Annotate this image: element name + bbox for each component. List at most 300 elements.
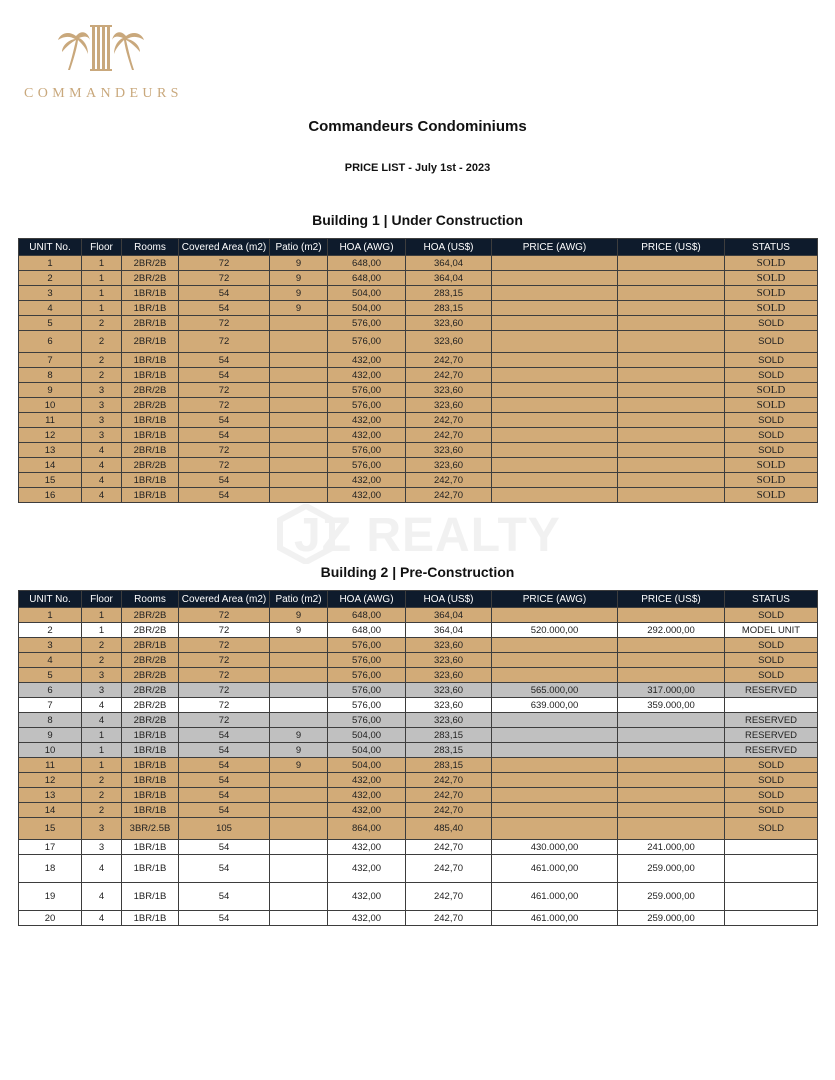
cell-status: SOLD bbox=[725, 668, 818, 683]
cell-hoa-awg: 648,00 bbox=[328, 271, 406, 286]
cell-hoa-usd: 283,15 bbox=[406, 743, 492, 758]
cell-hoa-awg: 432,00 bbox=[328, 803, 406, 818]
cell-unit-no: 7 bbox=[19, 698, 82, 713]
cell-price-usd bbox=[618, 638, 725, 653]
cell-hoa-usd: 364,04 bbox=[406, 271, 492, 286]
cell-hoa-awg: 432,00 bbox=[328, 788, 406, 803]
cell-rooms: 1BR/1B bbox=[122, 353, 179, 368]
cell-floor: 1 bbox=[82, 256, 122, 271]
cell-hoa-awg: 576,00 bbox=[328, 383, 406, 398]
cell-floor: 2 bbox=[82, 638, 122, 653]
table-row bbox=[19, 623, 818, 638]
column-header-rooms: Rooms bbox=[122, 591, 179, 608]
cell-price-awg bbox=[492, 668, 618, 683]
cell-hoa-usd: 323,60 bbox=[406, 683, 492, 698]
cell-status: SOLD bbox=[725, 428, 818, 443]
cell-covered-area: 72 bbox=[179, 608, 270, 623]
cell-status: RESERVED bbox=[725, 683, 818, 698]
cell-patio bbox=[270, 788, 328, 803]
cell-price-awg bbox=[492, 398, 618, 413]
cell-patio bbox=[270, 855, 328, 883]
cell-hoa-usd: 242,70 bbox=[406, 473, 492, 488]
cell-patio bbox=[270, 488, 328, 503]
cell-hoa-awg: 576,00 bbox=[328, 653, 406, 668]
cell-covered-area: 54 bbox=[179, 743, 270, 758]
table-row bbox=[19, 713, 818, 728]
cell-rooms: 2BR/2B bbox=[122, 623, 179, 638]
cell-floor: 1 bbox=[82, 758, 122, 773]
cell-floor: 2 bbox=[82, 653, 122, 668]
cell-rooms: 1BR/1B bbox=[122, 301, 179, 316]
cell-price-awg bbox=[492, 368, 618, 383]
cell-covered-area: 105 bbox=[179, 818, 270, 840]
table-row bbox=[19, 331, 818, 353]
cell-status bbox=[725, 911, 818, 926]
cell-hoa-usd: 242,70 bbox=[406, 803, 492, 818]
cell-patio bbox=[270, 653, 328, 668]
cell-price-awg bbox=[492, 818, 618, 840]
cell-hoa-usd: 323,60 bbox=[406, 713, 492, 728]
cell-covered-area: 72 bbox=[179, 698, 270, 713]
cell-price-awg bbox=[492, 301, 618, 316]
cell-floor: 4 bbox=[82, 473, 122, 488]
cell-status: SOLD bbox=[725, 773, 818, 788]
cell-floor: 2 bbox=[82, 316, 122, 331]
cell-patio bbox=[270, 473, 328, 488]
column-header-hoa-awg: HOA (AWG) bbox=[328, 239, 406, 256]
cell-status: RESERVED bbox=[725, 743, 818, 758]
cell-hoa-usd: 242,70 bbox=[406, 911, 492, 926]
cell-rooms: 2BR/2B bbox=[122, 458, 179, 473]
cell-covered-area: 54 bbox=[179, 413, 270, 428]
cell-hoa-usd: 323,60 bbox=[406, 698, 492, 713]
cell-hoa-awg: 432,00 bbox=[328, 883, 406, 911]
cell-patio bbox=[270, 353, 328, 368]
cell-status: SOLD bbox=[725, 818, 818, 840]
cell-status: SOLD bbox=[725, 316, 818, 331]
cell-floor: 4 bbox=[82, 911, 122, 926]
cell-price-usd: 359.000,00 bbox=[618, 698, 725, 713]
cell-hoa-usd: 323,60 bbox=[406, 331, 492, 353]
cell-status: SOLD bbox=[725, 638, 818, 653]
cell-unit-no: 18 bbox=[19, 855, 82, 883]
cell-price-usd: 259.000,00 bbox=[618, 911, 725, 926]
cell-rooms: 2BR/2B bbox=[122, 256, 179, 271]
cell-rooms: 1BR/1B bbox=[122, 773, 179, 788]
table-row bbox=[19, 316, 818, 331]
cell-rooms: 1BR/1B bbox=[122, 743, 179, 758]
cell-price-usd bbox=[618, 653, 725, 668]
cell-covered-area: 72 bbox=[179, 443, 270, 458]
cell-patio bbox=[270, 638, 328, 653]
cell-hoa-awg: 432,00 bbox=[328, 840, 406, 855]
cell-price-awg bbox=[492, 788, 618, 803]
cell-covered-area: 54 bbox=[179, 855, 270, 883]
cell-covered-area: 54 bbox=[179, 773, 270, 788]
cell-hoa-usd: 242,70 bbox=[406, 368, 492, 383]
cell-hoa-awg: 648,00 bbox=[328, 256, 406, 271]
cell-rooms: 1BR/1B bbox=[122, 473, 179, 488]
cell-status: SOLD bbox=[725, 383, 818, 398]
cell-price-usd bbox=[618, 818, 725, 840]
table-row bbox=[19, 443, 818, 458]
watermark: JZ REALTY bbox=[276, 504, 576, 568]
cell-unit-no: 10 bbox=[19, 743, 82, 758]
cell-covered-area: 72 bbox=[179, 683, 270, 698]
cell-hoa-usd: 323,60 bbox=[406, 443, 492, 458]
table-row bbox=[19, 301, 818, 316]
cell-price-awg bbox=[492, 353, 618, 368]
cell-patio: 9 bbox=[270, 256, 328, 271]
table-row bbox=[19, 286, 818, 301]
cell-covered-area: 72 bbox=[179, 383, 270, 398]
cell-patio: 9 bbox=[270, 286, 328, 301]
cell-price-awg: 461.000,00 bbox=[492, 883, 618, 911]
cell-floor: 1 bbox=[82, 286, 122, 301]
cell-covered-area: 72 bbox=[179, 256, 270, 271]
table-row bbox=[19, 653, 818, 668]
cell-unit-no: 11 bbox=[19, 758, 82, 773]
cell-patio bbox=[270, 331, 328, 353]
cell-patio: 9 bbox=[270, 608, 328, 623]
cell-covered-area: 54 bbox=[179, 728, 270, 743]
cell-rooms: 1BR/1B bbox=[122, 758, 179, 773]
cell-hoa-awg: 576,00 bbox=[328, 316, 406, 331]
cell-price-usd bbox=[618, 713, 725, 728]
cell-floor: 3 bbox=[82, 840, 122, 855]
cell-status: SOLD bbox=[725, 398, 818, 413]
table-row bbox=[19, 743, 818, 758]
cell-patio: 9 bbox=[270, 758, 328, 773]
cell-status: SOLD bbox=[725, 458, 818, 473]
cell-unit-no: 6 bbox=[19, 331, 82, 353]
cell-price-usd bbox=[618, 301, 725, 316]
cell-hoa-awg: 648,00 bbox=[328, 623, 406, 638]
cell-status bbox=[725, 840, 818, 855]
cell-covered-area: 72 bbox=[179, 653, 270, 668]
column-header-unit-no: UNIT No. bbox=[19, 239, 82, 256]
brand-logo bbox=[22, 22, 182, 104]
table-row bbox=[19, 883, 818, 911]
cell-patio: 9 bbox=[270, 271, 328, 286]
cell-rooms: 2BR/2B bbox=[122, 698, 179, 713]
cell-hoa-usd: 323,60 bbox=[406, 638, 492, 653]
table-row bbox=[19, 271, 818, 286]
cell-floor: 3 bbox=[82, 818, 122, 840]
table-row bbox=[19, 788, 818, 803]
cell-floor: 3 bbox=[82, 428, 122, 443]
cell-floor: 1 bbox=[82, 743, 122, 758]
table-row bbox=[19, 398, 818, 413]
cell-hoa-awg: 576,00 bbox=[328, 638, 406, 653]
building1-price-table bbox=[18, 238, 818, 503]
cell-hoa-awg: 576,00 bbox=[328, 668, 406, 683]
cell-rooms: 1BR/1B bbox=[122, 413, 179, 428]
table-row bbox=[19, 728, 818, 743]
column-header-price-awg: PRICE (AWG) bbox=[492, 239, 618, 256]
cell-hoa-awg: 576,00 bbox=[328, 458, 406, 473]
cell-covered-area: 72 bbox=[179, 623, 270, 638]
cell-unit-no: 2 bbox=[19, 271, 82, 286]
cell-floor: 2 bbox=[82, 368, 122, 383]
cell-hoa-usd: 323,60 bbox=[406, 383, 492, 398]
column-header-patio: Patio (m2) bbox=[270, 591, 328, 608]
cell-unit-no: 14 bbox=[19, 803, 82, 818]
cell-hoa-awg: 648,00 bbox=[328, 608, 406, 623]
cell-covered-area: 54 bbox=[179, 911, 270, 926]
column-header-patio: Patio (m2) bbox=[270, 239, 328, 256]
cell-price-usd: 259.000,00 bbox=[618, 883, 725, 911]
cell-rooms: 2BR/2B bbox=[122, 653, 179, 668]
cell-covered-area: 54 bbox=[179, 840, 270, 855]
cell-floor: 4 bbox=[82, 698, 122, 713]
cell-price-awg bbox=[492, 743, 618, 758]
cell-hoa-usd: 364,04 bbox=[406, 623, 492, 638]
cell-unit-no: 6 bbox=[19, 683, 82, 698]
cell-patio bbox=[270, 398, 328, 413]
cell-floor: 3 bbox=[82, 413, 122, 428]
cell-floor: 2 bbox=[82, 773, 122, 788]
cell-hoa-usd: 364,04 bbox=[406, 608, 492, 623]
table-row bbox=[19, 818, 818, 840]
table-row bbox=[19, 773, 818, 788]
cell-hoa-awg: 504,00 bbox=[328, 301, 406, 316]
column-header-covered-area: Covered Area (m2) bbox=[179, 591, 270, 608]
cell-hoa-awg: 504,00 bbox=[328, 758, 406, 773]
cell-rooms: 2BR/1B bbox=[122, 316, 179, 331]
table-body bbox=[19, 608, 818, 926]
cell-unit-no: 11 bbox=[19, 413, 82, 428]
cell-price-usd bbox=[618, 668, 725, 683]
cell-hoa-awg: 504,00 bbox=[328, 728, 406, 743]
cell-patio bbox=[270, 883, 328, 911]
cell-price-usd bbox=[618, 803, 725, 818]
cell-covered-area: 54 bbox=[179, 353, 270, 368]
page-subtitle: PRICE LIST - July 1st - 2023 bbox=[344, 162, 491, 174]
table-row bbox=[19, 698, 818, 713]
cell-floor: 4 bbox=[82, 713, 122, 728]
cell-hoa-usd: 242,70 bbox=[406, 840, 492, 855]
cell-floor: 4 bbox=[82, 855, 122, 883]
cell-covered-area: 72 bbox=[179, 638, 270, 653]
column-header-unit-no: UNIT No. bbox=[19, 591, 82, 608]
cell-price-usd bbox=[618, 368, 725, 383]
cell-price-usd bbox=[618, 353, 725, 368]
cell-floor: 4 bbox=[82, 488, 122, 503]
column-header-hoa-awg: HOA (AWG) bbox=[328, 591, 406, 608]
column-header-covered-area: Covered Area (m2) bbox=[179, 239, 270, 256]
cell-rooms: 1BR/1B bbox=[122, 855, 179, 883]
cell-hoa-awg: 432,00 bbox=[328, 473, 406, 488]
cell-status: MODEL UNIT bbox=[725, 623, 818, 638]
cell-price-awg bbox=[492, 803, 618, 818]
cell-floor: 1 bbox=[82, 608, 122, 623]
table-row bbox=[19, 368, 818, 383]
cell-unit-no: 3 bbox=[19, 638, 82, 653]
column-header-floor: Floor bbox=[82, 591, 122, 608]
table-row bbox=[19, 256, 818, 271]
cell-patio bbox=[270, 383, 328, 398]
cell-unit-no: 9 bbox=[19, 728, 82, 743]
cell-patio: 9 bbox=[270, 301, 328, 316]
cell-unit-no: 12 bbox=[19, 773, 82, 788]
cell-covered-area: 54 bbox=[179, 883, 270, 911]
cell-status: RESERVED bbox=[725, 713, 818, 728]
cell-unit-no: 5 bbox=[19, 668, 82, 683]
column-header-price-awg: PRICE (AWG) bbox=[492, 591, 618, 608]
cell-rooms: 1BR/1B bbox=[122, 803, 179, 818]
cell-price-awg bbox=[492, 608, 618, 623]
cell-price-usd bbox=[618, 383, 725, 398]
cell-floor: 2 bbox=[82, 788, 122, 803]
cell-price-usd bbox=[618, 608, 725, 623]
cell-status: SOLD bbox=[725, 353, 818, 368]
cell-unit-no: 2 bbox=[19, 623, 82, 638]
table-row bbox=[19, 683, 818, 698]
table-row bbox=[19, 803, 818, 818]
cell-price-awg bbox=[492, 286, 618, 301]
page-title: Commandeurs Condominiums bbox=[308, 118, 527, 135]
cell-rooms: 2BR/2B bbox=[122, 271, 179, 286]
cell-status: SOLD bbox=[725, 803, 818, 818]
cell-rooms: 2BR/2B bbox=[122, 383, 179, 398]
cell-status bbox=[725, 698, 818, 713]
column-header-status: STATUS bbox=[725, 591, 818, 608]
cell-price-awg bbox=[492, 773, 618, 788]
cell-price-awg bbox=[492, 713, 618, 728]
cell-unit-no: 20 bbox=[19, 911, 82, 926]
cell-covered-area: 72 bbox=[179, 271, 270, 286]
cell-hoa-usd: 283,15 bbox=[406, 301, 492, 316]
cell-unit-no: 13 bbox=[19, 788, 82, 803]
cell-floor: 2 bbox=[82, 803, 122, 818]
cell-hoa-usd: 283,15 bbox=[406, 758, 492, 773]
cell-covered-area: 72 bbox=[179, 398, 270, 413]
column-header-status: STATUS bbox=[725, 239, 818, 256]
cell-unit-no: 7 bbox=[19, 353, 82, 368]
cell-price-awg: 461.000,00 bbox=[492, 855, 618, 883]
cell-patio bbox=[270, 683, 328, 698]
table-row bbox=[19, 383, 818, 398]
cell-price-usd bbox=[618, 316, 725, 331]
cell-unit-no: 8 bbox=[19, 713, 82, 728]
cell-price-awg bbox=[492, 428, 618, 443]
cell-price-awg bbox=[492, 256, 618, 271]
cell-rooms: 2BR/2B bbox=[122, 683, 179, 698]
cell-hoa-usd: 364,04 bbox=[406, 256, 492, 271]
cell-price-awg: 461.000,00 bbox=[492, 911, 618, 926]
table-row bbox=[19, 608, 818, 623]
cell-rooms: 1BR/1B bbox=[122, 840, 179, 855]
cell-status: SOLD bbox=[725, 256, 818, 271]
cell-covered-area: 54 bbox=[179, 368, 270, 383]
cell-covered-area: 72 bbox=[179, 331, 270, 353]
cell-covered-area: 54 bbox=[179, 758, 270, 773]
cell-unit-no: 1 bbox=[19, 256, 82, 271]
cell-hoa-usd: 323,60 bbox=[406, 458, 492, 473]
cell-rooms: 2BR/2B bbox=[122, 713, 179, 728]
cell-unit-no: 19 bbox=[19, 883, 82, 911]
cell-unit-no: 13 bbox=[19, 443, 82, 458]
cell-covered-area: 72 bbox=[179, 713, 270, 728]
cell-price-usd bbox=[618, 256, 725, 271]
cell-hoa-awg: 576,00 bbox=[328, 443, 406, 458]
cell-price-usd bbox=[618, 488, 725, 503]
cell-price-usd bbox=[618, 473, 725, 488]
cell-hoa-awg: 432,00 bbox=[328, 353, 406, 368]
cell-hoa-awg: 504,00 bbox=[328, 286, 406, 301]
cell-floor: 4 bbox=[82, 458, 122, 473]
cell-patio bbox=[270, 413, 328, 428]
cell-unit-no: 8 bbox=[19, 368, 82, 383]
cell-status bbox=[725, 855, 818, 883]
cell-hoa-awg: 432,00 bbox=[328, 413, 406, 428]
cell-patio bbox=[270, 443, 328, 458]
cell-status: SOLD bbox=[725, 368, 818, 383]
cell-status: SOLD bbox=[725, 758, 818, 773]
cell-price-awg: 639.000,00 bbox=[492, 698, 618, 713]
cell-unit-no: 10 bbox=[19, 398, 82, 413]
table-body bbox=[19, 256, 818, 503]
cell-patio bbox=[270, 428, 328, 443]
cell-price-awg bbox=[492, 473, 618, 488]
cell-covered-area: 72 bbox=[179, 668, 270, 683]
cell-status: SOLD bbox=[725, 331, 818, 353]
cell-rooms: 1BR/1B bbox=[122, 788, 179, 803]
cell-price-usd bbox=[618, 428, 725, 443]
cell-unit-no: 3 bbox=[19, 286, 82, 301]
cell-floor: 3 bbox=[82, 683, 122, 698]
cell-price-awg bbox=[492, 271, 618, 286]
column-header-hoa-usd: HOA (US$) bbox=[406, 239, 492, 256]
cell-hoa-awg: 576,00 bbox=[328, 683, 406, 698]
cell-hoa-awg: 576,00 bbox=[328, 331, 406, 353]
cell-floor: 2 bbox=[82, 331, 122, 353]
table-row bbox=[19, 638, 818, 653]
cell-rooms: 1BR/1B bbox=[122, 488, 179, 503]
cell-hoa-awg: 504,00 bbox=[328, 743, 406, 758]
column-header-rooms: Rooms bbox=[122, 239, 179, 256]
cell-unit-no: 15 bbox=[19, 818, 82, 840]
cell-patio bbox=[270, 458, 328, 473]
cell-price-usd bbox=[618, 331, 725, 353]
cell-price-awg bbox=[492, 413, 618, 428]
cell-price-awg bbox=[492, 331, 618, 353]
cell-unit-no: 17 bbox=[19, 840, 82, 855]
cell-status: SOLD bbox=[725, 271, 818, 286]
cell-patio bbox=[270, 773, 328, 788]
cell-floor: 1 bbox=[82, 623, 122, 638]
cell-price-awg bbox=[492, 728, 618, 743]
cell-status: SOLD bbox=[725, 443, 818, 458]
cell-patio: 9 bbox=[270, 728, 328, 743]
cell-price-usd: 259.000,00 bbox=[618, 855, 725, 883]
cell-hoa-awg: 432,00 bbox=[328, 855, 406, 883]
cell-status: SOLD bbox=[725, 473, 818, 488]
cell-patio bbox=[270, 840, 328, 855]
cell-status: SOLD bbox=[725, 608, 818, 623]
cell-hoa-usd: 242,70 bbox=[406, 855, 492, 883]
cell-covered-area: 54 bbox=[179, 286, 270, 301]
table-row bbox=[19, 668, 818, 683]
table-row bbox=[19, 911, 818, 926]
brand-name: COMMANDEURS bbox=[24, 86, 183, 101]
cell-price-usd bbox=[618, 271, 725, 286]
cell-rooms: 2BR/1B bbox=[122, 331, 179, 353]
cell-price-usd bbox=[618, 413, 725, 428]
cell-price-usd bbox=[618, 286, 725, 301]
cell-covered-area: 54 bbox=[179, 803, 270, 818]
